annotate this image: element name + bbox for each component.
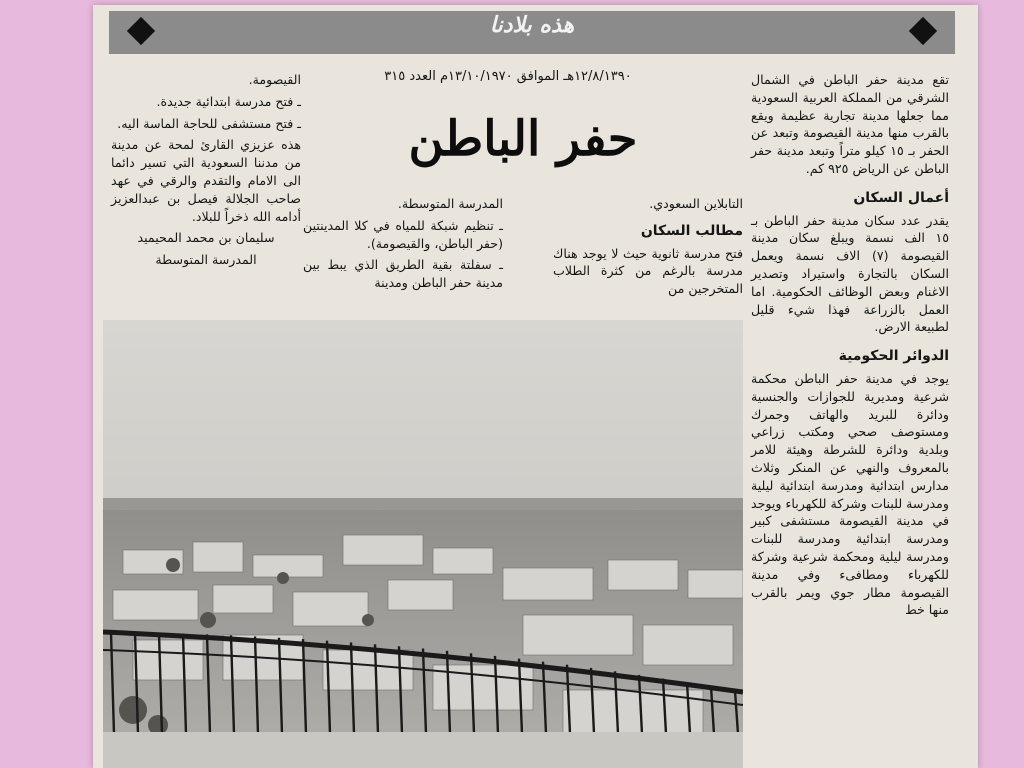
third-text-1: المدرسة المتوسطة. bbox=[397, 196, 503, 211]
left-text-1: القيصومة. bbox=[248, 72, 301, 87]
third-text-3: ـ سفلتة بقية الطريق الذي يبط بين مدينة حفر الباطن ومدينة bbox=[303, 257, 503, 291]
third-text-2: ـ تنظيم شبكة للمياه في كلا المدينتين (حفر الباطن، والقيصومة). bbox=[303, 217, 503, 251]
newspaper-clipping bbox=[93, 5, 978, 768]
work-heading: أعمال السكان bbox=[853, 189, 949, 206]
author-affiliation: المدرسة المتوسطة bbox=[155, 252, 257, 268]
government-heading: الدوائر الحكومية bbox=[838, 348, 949, 365]
article-headline: حفر الباطن bbox=[408, 111, 638, 167]
work-paragraph: يقدر عدد سكان مدينة حفر الباطن بـ ١٥ الف نسمة ويبلغ سكان مدينة القيصومة (٧) الاف نسمة ويعمل السكان بالتجارة واستيراد وتصدير الاغنام وبعض الوظائف الحكومية. اما العمل بالزراعة فهذا شيء قليل لطبيعة الارض. bbox=[751, 212, 949, 335]
left-text-2: ـ فتح مدرسة ابتدائية جديدة. bbox=[156, 93, 301, 109]
left-column bbox=[111, 71, 301, 273]
city-photo-illustration bbox=[103, 320, 743, 768]
section-banner bbox=[109, 11, 955, 54]
city-photo bbox=[103, 320, 743, 768]
intro-paragraph: تقع مدينة حفر الباطن في الشمال الشرقي من المملكة العربية السعودية مما جعلها مدينة تجارية عظيمة ويقع بالقرب منها مدينة القيصومة وتبعد عن الحفر بـ ١٥ كيلو متراً وتبعد مدينة حفر الباطن عن الرياض ٩٢٥ كم. bbox=[751, 72, 949, 176]
government-paragraph: يوجد في مدينة حفر الباطن محكمة شرعية ومديرية للجوازات والجنسية ودائرة للبريد والهاتف وجمرك ومستوصف صحي ومكتب زراعي وبلدية ودائرة للشرطة وهيئة للامر بالمعروف والنهي عن المنكر وثلاث مدارس ابتدائية ومدرسة ابتدائية ليلية ومدرسة للبنات وشركة للكهرباء ويوجد في مدينة القيصومة مستشفى كبير ومدرسة ابتدائية ومدرسة للبنات ومدرسة ليلية ومحكمة شرعية وشركة للكهرباء ومطافىء وفي مدينة القيصومة مطار جوي ويمر بالقرب منها خط bbox=[751, 370, 949, 618]
dateline: ١٢/٨/١٣٩٠هـ الموافق ١٣/١٠/١٩٧٠م العدد ٣١٥ bbox=[384, 69, 632, 84]
section-title: هذه بلادنا bbox=[489, 13, 575, 38]
right-column bbox=[751, 71, 949, 623]
third-column bbox=[303, 195, 503, 296]
needs-paragraph: فتح مدرسة ثانوية حيث لا يوجد هناك مدرسة بالرغم من كثرة الطلاب المتخرجين من bbox=[553, 245, 743, 297]
author-name: سليمان بن محمد المحيميد bbox=[137, 230, 275, 246]
center-continuation: التابلاين السعودي. bbox=[649, 196, 743, 211]
center-column bbox=[553, 195, 743, 302]
left-text-3: ـ فتح مستشفى للحاجة الماسة اليه. bbox=[117, 115, 301, 131]
left-text-4: هذه عزيزي القارئ لمحة عن مدينة من مدننا السعودية التي تسير دائما الى الامام والتقدم والرقي في عهد صاحب الجلالة فيصل بن عبدالعزيز أدامه الله ذخراً للبلاد. bbox=[111, 137, 301, 224]
needs-heading: مطالب السكان bbox=[640, 222, 743, 239]
